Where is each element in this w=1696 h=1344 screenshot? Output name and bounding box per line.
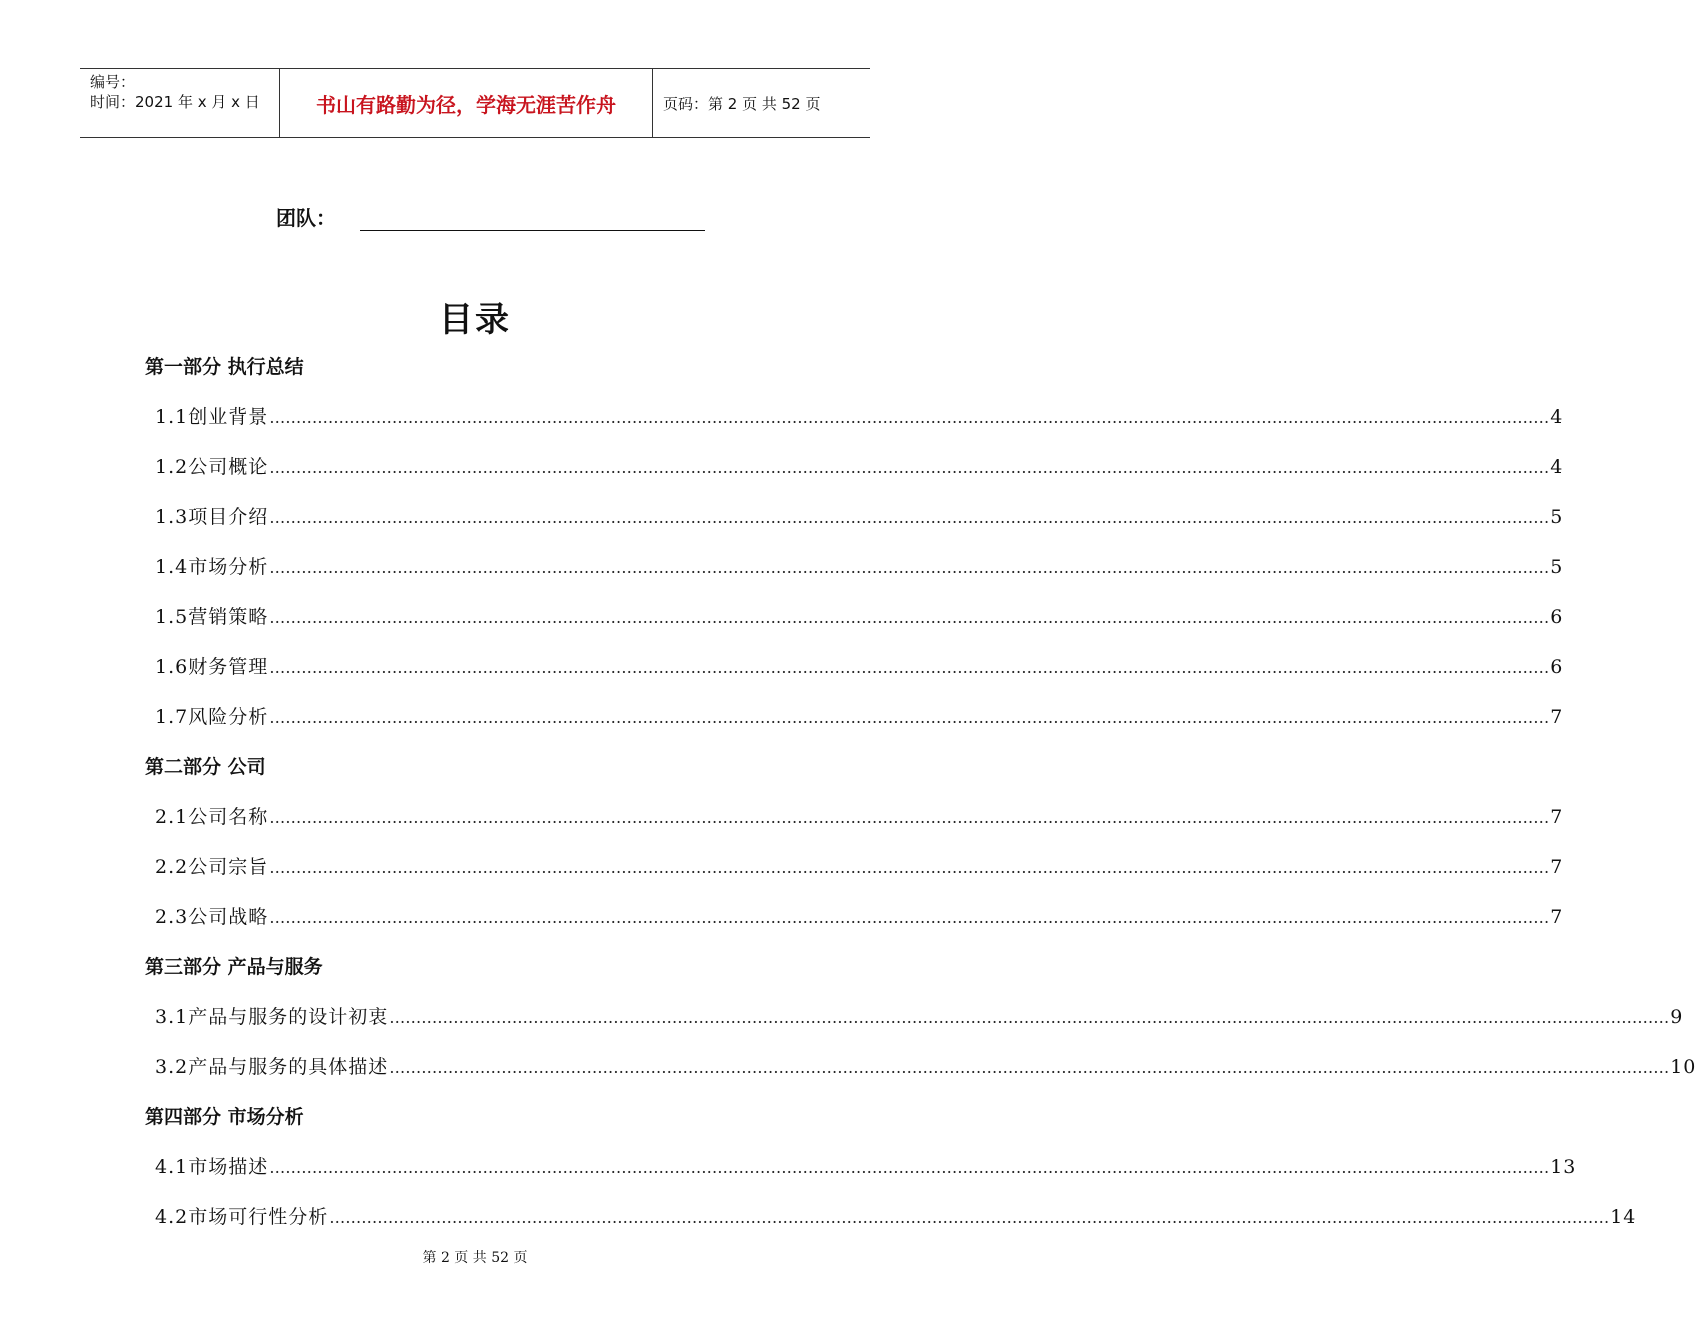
toc-entry-page: 13 [1550,1156,1577,1178]
toc-entry-label: 1.6财务管理 [155,656,269,678]
toc-dot-leader: …………………………………………………………………………………………………………………………………………………………………………………………………………………… [269,408,1550,427]
team-blank-line [360,206,705,231]
toc-entry-label: 2.1公司名称 [155,806,269,828]
toc-dot-leader: …………………………………………………………………………………………………………………………………………………………………………………………………………………… [269,608,1550,627]
toc-entry-label: 4.1市场描述 [155,1156,269,1178]
toc-entry-page: 5 [1550,556,1564,578]
toc-entry-label: 3.2产品与服务的具体描述 [155,1056,389,1078]
toc-entry-page: 7 [1550,856,1564,878]
toc-entry-page: 7 [1550,706,1564,728]
toc-entry-label: 1.4市场分析 [155,556,269,578]
toc-dot-leader: …………………………………………………………………………………………………………………………………………………………………………………………………………………… [269,858,1550,877]
toc-entry-label: 3.1产品与服务的设计初衷 [155,1006,389,1028]
toc-entry [145,1000,1684,1050]
document-time: 时间：2021 年 x 月 x 日 [90,93,260,111]
document-number: 编号： [90,73,136,91]
toc-entry-page: 7 [1550,906,1564,928]
toc-entry-label: 1.2公司概论 [155,456,269,478]
toc-entry [145,400,1564,450]
toc-entry-label: 1.5营销策略 [155,606,269,628]
toc-entry [145,800,1564,850]
toc-dot-leader: …………………………………………………………………………………………………………………………………………………………………………………………………………………… [269,1158,1550,1177]
toc-dot-leader: …………………………………………………………………………………………………………………………………………………………………………………………………………………… [329,1208,1610,1227]
toc-entry [145,650,1564,700]
header-meta [80,69,280,137]
toc-dot-leader: …………………………………………………………………………………………………………………………………………………………………………………………………………………… [389,1058,1670,1077]
toc-entry [145,600,1564,650]
toc-dot-leader: …………………………………………………………………………………………………………………………………………………………………………………………………………………… [269,708,1550,727]
page-header [80,68,870,138]
toc-entry [145,1150,1577,1200]
table-of-contents [145,350,1696,1250]
toc-dot-leader: …………………………………………………………………………………………………………………………………………………………………………………………………………………… [269,808,1550,827]
page-footer: 第 2 页 共 52 页 [422,1250,528,1266]
toc-entry [145,1050,1696,1100]
toc-dot-leader: …………………………………………………………………………………………………………………………………………………………………………………………………………………… [269,658,1550,677]
toc-entry-page: 6 [1550,656,1564,678]
toc-dot-leader: …………………………………………………………………………………………………………………………………………………………………………………………………………………… [269,908,1550,927]
toc-dot-leader: …………………………………………………………………………………………………………………………………………………………………………………………………………………… [389,1008,1670,1027]
toc-entry-label: 2.3公司战略 [155,906,269,928]
toc-entry-label: 2.2公司宗旨 [155,856,269,878]
toc-entry [145,900,1564,950]
team-label: 团队： [276,206,336,230]
toc-title: 目录 [439,300,511,340]
toc-entry-page: 6 [1550,606,1564,628]
toc-entry [145,1200,1637,1250]
team-field [276,202,705,231]
toc-entry-label: 1.7风险分析 [155,706,269,728]
toc-dot-leader: …………………………………………………………………………………………………………………………………………………………………………………………………………………… [269,558,1550,577]
toc-entry [145,500,1564,550]
toc-dot-leader: …………………………………………………………………………………………………………………………………………………………………………………………………………………… [269,508,1550,527]
toc-entry [145,550,1564,600]
toc-entry [145,700,1564,750]
toc-entry-label: 1.3项目介绍 [155,506,269,528]
header-motto: 书山有路勤为径，学海无涯苦作舟 [280,69,653,137]
toc-entry-page: 7 [1550,806,1564,828]
toc-section-heading: 第二部分 公司 [145,756,266,778]
toc-entry [145,850,1564,900]
toc-section-heading: 第一部分 执行总结 [145,356,304,378]
toc-entry [145,450,1564,500]
toc-entry-page: 4 [1550,406,1564,428]
toc-entry-page: 10 [1670,1056,1696,1078]
toc-entry-label: 1.1创业背景 [155,406,269,428]
header-page-info: 页码：第 2 页 共 52 页 [663,94,821,113]
toc-dot-leader: …………………………………………………………………………………………………………………………………………………………………………………………………………………… [269,458,1550,477]
toc-section-heading: 第四部分 市场分析 [145,1106,304,1128]
toc-entry-page: 9 [1670,1006,1684,1028]
toc-entry-page: 5 [1550,506,1564,528]
toc-entry-label: 4.2市场可行性分析 [155,1206,329,1228]
toc-section-heading: 第三部分 产品与服务 [145,956,323,978]
toc-entry-page: 14 [1610,1206,1637,1228]
toc-entry-page: 4 [1550,456,1564,478]
